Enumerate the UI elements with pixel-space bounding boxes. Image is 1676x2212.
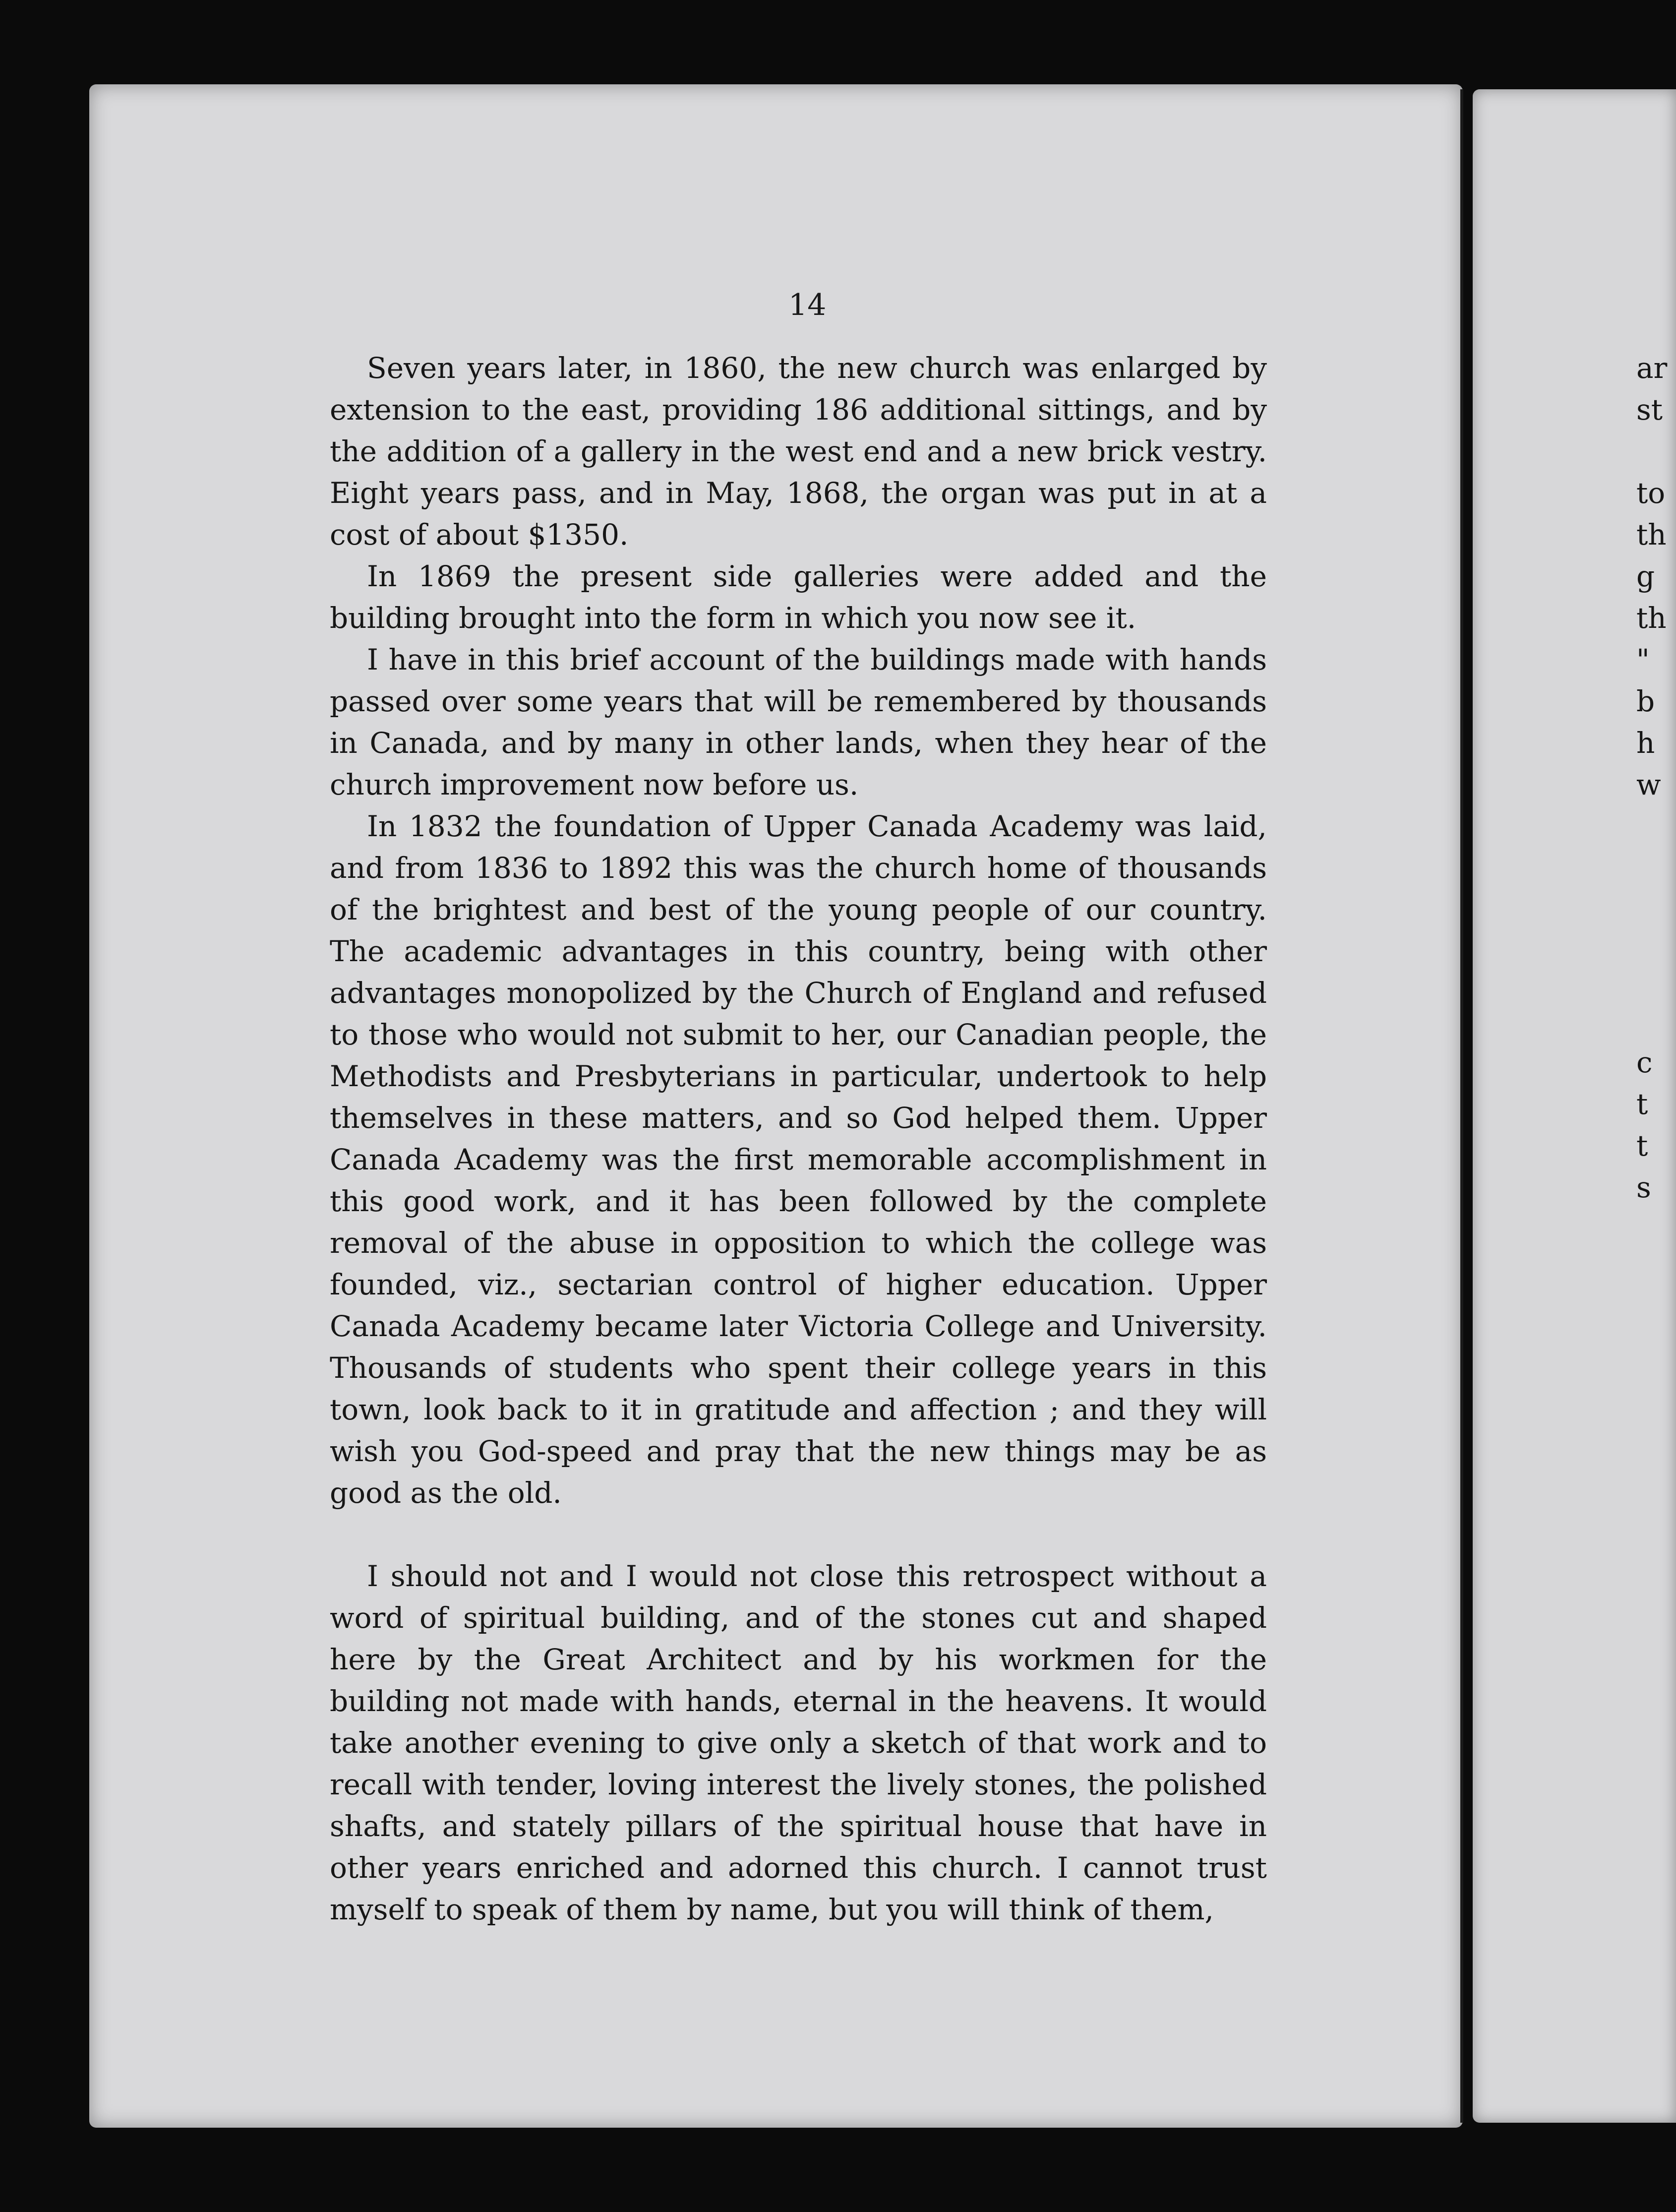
paragraph: I should not and I would not close this retrospect without a word of spiritual building, and of the stones cut and shaped here by the Great Architect and by his workmen for the building not made with hands, eternal in the heavens. It would take another evening to give only a sketch of that work and to recall with tender, loving interest the lively stones, the polished shafts, and stately pillars of the spiritual house that have in other years enriched and adorned this church. I cannot trust myself to speak of them by name, but you will think of them,: [330, 1559, 1267, 1926]
page-number: 14: [788, 288, 827, 322]
paragraph: In 1832 the foundation of Upper Canada Academy was laid, and from 1836 to 1892 this was the church home of thousands of the brightest and best of the young people of our country. The academic advantages in this country, being with other advantages monopolized by the Church of England and refused to those who would not submit to her, our Canadian people, the Methodists and Presbyterians in particular, undertook to help themselves in these matters, and so God helped them. Upper Canada Academy was the first memorable accomplishment in this good work, and it has been followed by the complete removal of the abuse in opposition to which the college was founded, viz., sectarian control of higher education. Upper Canada Academy became later Victoria College and University. Thousands of students who spent their college years in this town, look back to it in gratitude and affection ; and they will wish you God-speed and pray that the new things may be as good as the old.: [330, 809, 1267, 1510]
paragraph: In 1869 the present side galleries were added and the building brought into the form in which you now see it.: [330, 559, 1267, 635]
facing-page-fragments-lower: c t t s: [1636, 1045, 1653, 1204]
book-gutter: [1460, 89, 1463, 2123]
paragraph: I have in this brief account of the buildings made with hands passed over some years that will be remembered by thousands in Canada, and by many in other lands, when they hear of the church improvement now before us.: [330, 643, 1267, 801]
body-text: [330, 347, 1267, 1930]
facing-page-fragments-upper: ar st to th g th " b h w: [1636, 351, 1668, 801]
paragraph: Seven years later, in 1860, the new church was enlarged by extension to the east, providing 186 additional sittings, and by the addition of a gallery in the west end and a new brick vestry. Eight years pass, and in May, 1868, the organ was put in at a cost of about $1350.: [330, 351, 1267, 552]
